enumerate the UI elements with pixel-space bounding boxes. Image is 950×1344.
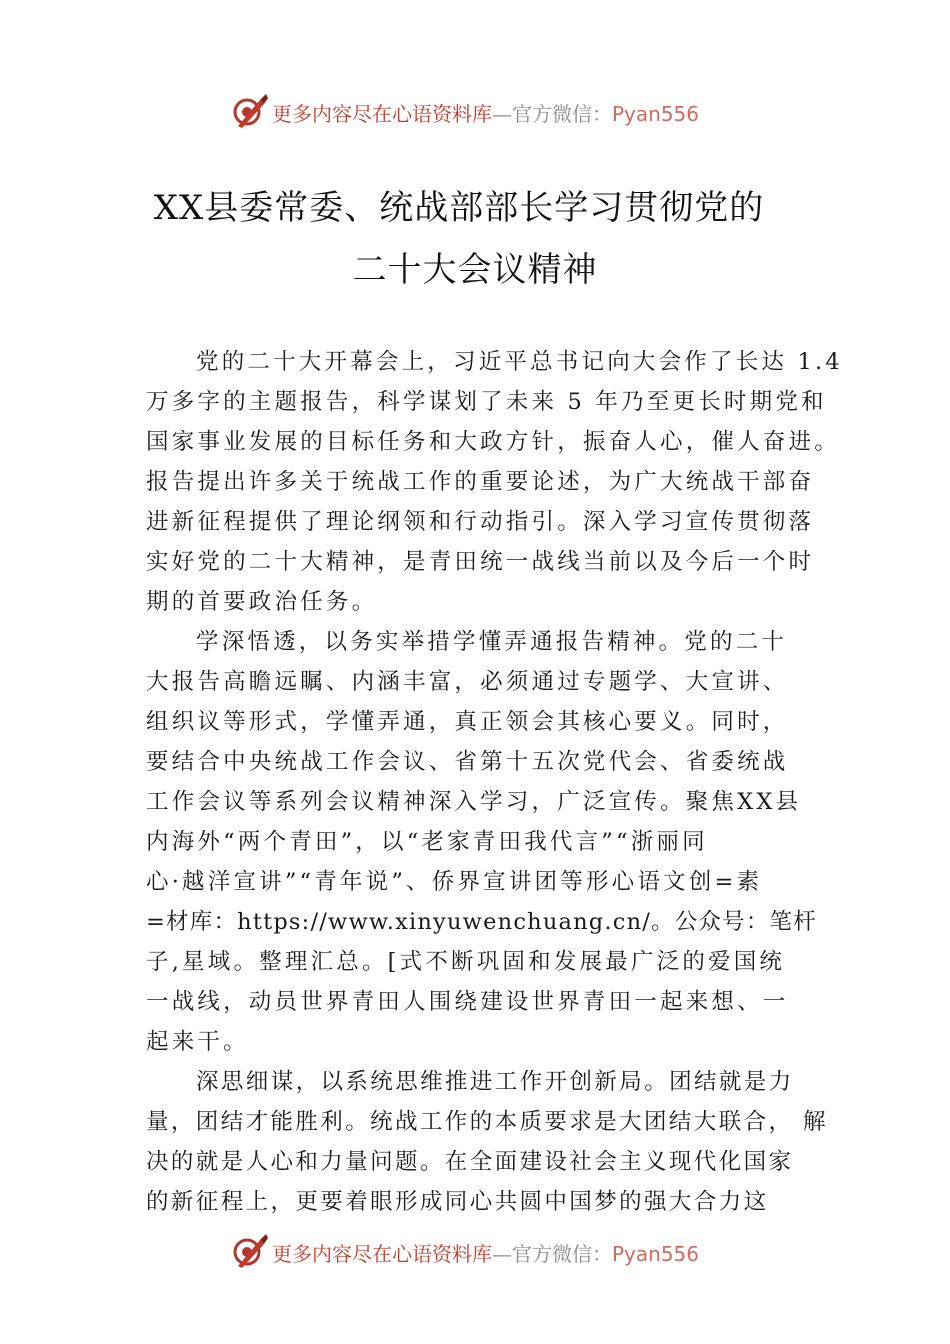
paragraph-1-line: 国家事业发展的目标任务和大政方针，振奋人心，催人奋进。 [146, 429, 840, 455]
banner-text-main: 更多内容尽在心语资料库 [272, 1241, 492, 1266]
paragraph-2-line: 心·越洋宣讲”“青年说”、侨界宣讲团等形心语文创=素 [146, 869, 763, 895]
pen-logo-icon [230, 92, 270, 132]
paragraph-2-line: 一战线，动员世界青田人围绕建设世界青田一起来想、一 [146, 989, 789, 1015]
paragraph-2-line: 起来干。 [146, 1029, 249, 1055]
paragraph-3-line: 深思细谋，以系统思维推进工作开创新局。团结就是力 [196, 1069, 794, 1095]
pen-logo-icon [230, 1232, 270, 1272]
banner-text-wechat: —官方微信： [492, 101, 612, 126]
paragraph-2-line: 要结合中央统战工作会议、省第十五次党代会、省委统战 [146, 749, 789, 775]
header-banner [230, 92, 750, 132]
paragraph-2-line: 组织议等形式，学懂弄通，真正领会其核心要义。同时， [146, 709, 789, 735]
paragraph-1-line: 期的首要政治任务。 [146, 589, 378, 615]
paragraph-3-line: 量，团结才能胜利。统战工作的本质要求是大团结大联合， 解 [146, 1109, 828, 1135]
banner-text-wechat: —官方微信： [492, 1241, 612, 1266]
banner-text-id: Pyan556 [612, 101, 700, 126]
paragraph-1-line: 报告提出许多关于统战工作的重要论述，为广大统战干部奋 [146, 469, 815, 495]
paragraph-3-line: 的新征程上，更要着眼形成同心共圆中国梦的强大合力这 [146, 1189, 769, 1215]
paragraph-2-line: 内海外“两个青田”，以“老家青田我代言”“浙丽同 [146, 829, 708, 855]
paragraph-1-line: 进新征程提供了理论纲领和行动指引。深入学习宣传贯彻落 [146, 509, 815, 535]
paragraph-3-line: 决的就是人心和力量问题。在全面建设社会主义现代化国家 [146, 1149, 794, 1175]
banner-text-id: Pyan556 [612, 1241, 700, 1266]
footer-banner [230, 1232, 750, 1272]
paragraph-2-line: 大报告高瞻远瞩、内涵丰富，必须通过专题学、大宣讲、 [146, 669, 789, 695]
paragraph-2-line: =材库：https://www.xinyuwenchuang.cn/。公众号：笔杆 [146, 909, 817, 935]
paragraph-1-line: 党的二十大开幕会上，习近平总书记向大会作了长达 1.4 [196, 349, 843, 375]
paragraph-1-line: 万多字的主题报告，科学谋划了未来 5 年乃至更长时期党和 [146, 389, 827, 415]
paragraph-2-line: 学深悟透，以务实举措学懂弄通报告精神。党的二十 [196, 629, 788, 655]
paragraph-2-line: 子,星域。整理汇总。[式不断巩固和发展最广泛的爱国统 [146, 949, 786, 975]
paragraph-1-line: 实好党的二十大精神，是青田统一战线当前以及今后一个时 [146, 549, 815, 575]
document-title-line-1: XX县委常委、统战部部长学习贯彻党的 [153, 188, 765, 228]
document-title-line-2: 二十大会议精神 [352, 250, 598, 290]
banner-text-main: 更多内容尽在心语资料库 [272, 101, 492, 126]
paragraph-2-line: 工作会议等系列会议精神深入学习，广泛宣传。聚焦XX县 [146, 789, 802, 815]
